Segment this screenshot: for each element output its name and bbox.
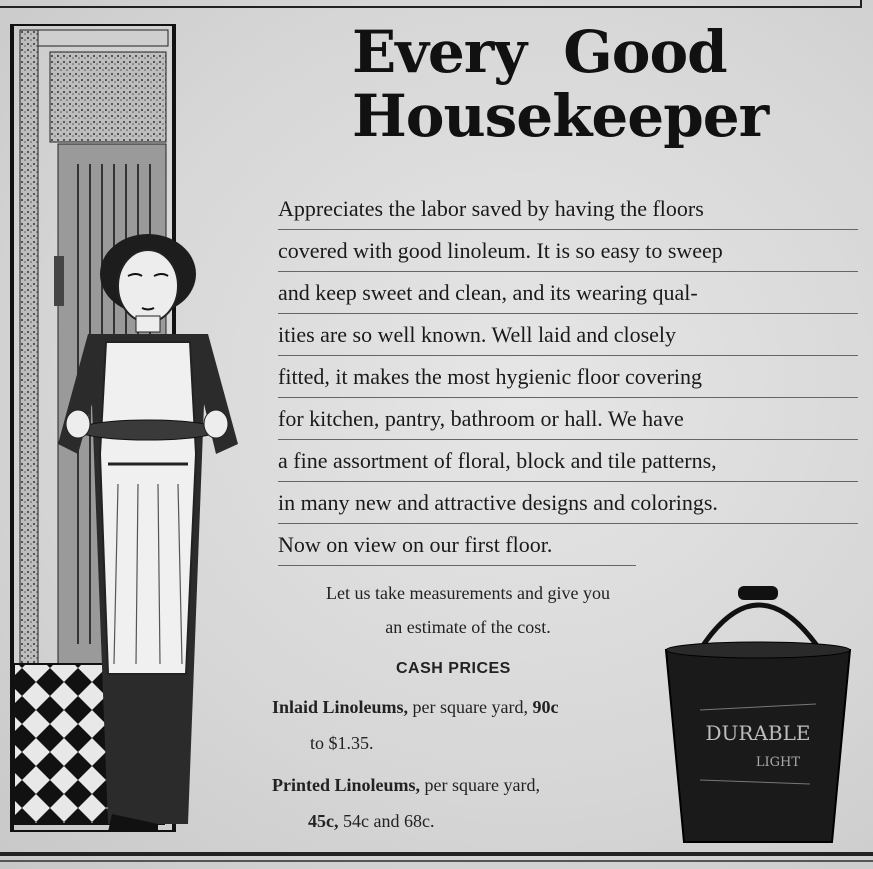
- estimate-line-1: Let us take measurements and give you: [326, 583, 610, 603]
- body-line: Now on view on our first floor.: [278, 524, 636, 566]
- body-line: and keep sweet and clean, and its wearing qual-: [278, 272, 858, 314]
- headline-line-1: Every Good: [352, 18, 727, 86]
- top-border-rule: [0, 0, 862, 8]
- printed-name: Printed Linoleums,: [272, 775, 421, 795]
- body-copy: [278, 188, 858, 566]
- body-line: covered with good linoleum. It is so easy to sweep: [278, 230, 858, 272]
- body-line: Appreciates the labor saved by having the floors: [278, 188, 858, 230]
- printed-first-price: 45c,: [308, 811, 339, 831]
- bottom-border-rule: [0, 852, 873, 856]
- bucket-label-1: DURABLE: [705, 721, 811, 745]
- inlaid-from-price: 90c: [532, 697, 559, 717]
- body-line: a fine assortment of floral, block and tile patterns,: [278, 440, 858, 482]
- headline: [352, 20, 822, 148]
- body-line: in many new and attractive designs and colorings.: [278, 482, 858, 524]
- body-line: ities are so well known. Well laid and closely: [278, 314, 858, 356]
- inlaid-price-to: to $1.35.: [310, 733, 374, 753]
- bucket-label-2: LIGHT: [755, 755, 801, 770]
- estimate-line-2: an estimate of the cost.: [385, 617, 551, 637]
- cash-prices-heading: CASH PRICES: [396, 660, 511, 677]
- printed-unit: per square yard,: [420, 775, 540, 795]
- body-line: fitted, it makes the most hygienic floor covering: [278, 356, 858, 398]
- bottom-border-rule-thin: [0, 860, 873, 862]
- inlaid-price: [272, 697, 559, 718]
- inlaid-name: Inlaid Linoleums,: [272, 697, 409, 717]
- headline-line-2: Housekeeper: [352, 82, 769, 150]
- body-line: for kitchen, pantry, bathroom or hall. We have: [278, 398, 858, 440]
- inlaid-unit: per square yard,: [408, 697, 533, 717]
- estimate-offer: [276, 576, 660, 644]
- printed-other-prices: 54c and 68c.: [338, 811, 435, 831]
- paint-bucket-illustration: [660, 580, 856, 848]
- printed-price: [272, 775, 540, 796]
- printed-price-values: [308, 811, 434, 832]
- housekeeper-illustration: [8, 24, 252, 832]
